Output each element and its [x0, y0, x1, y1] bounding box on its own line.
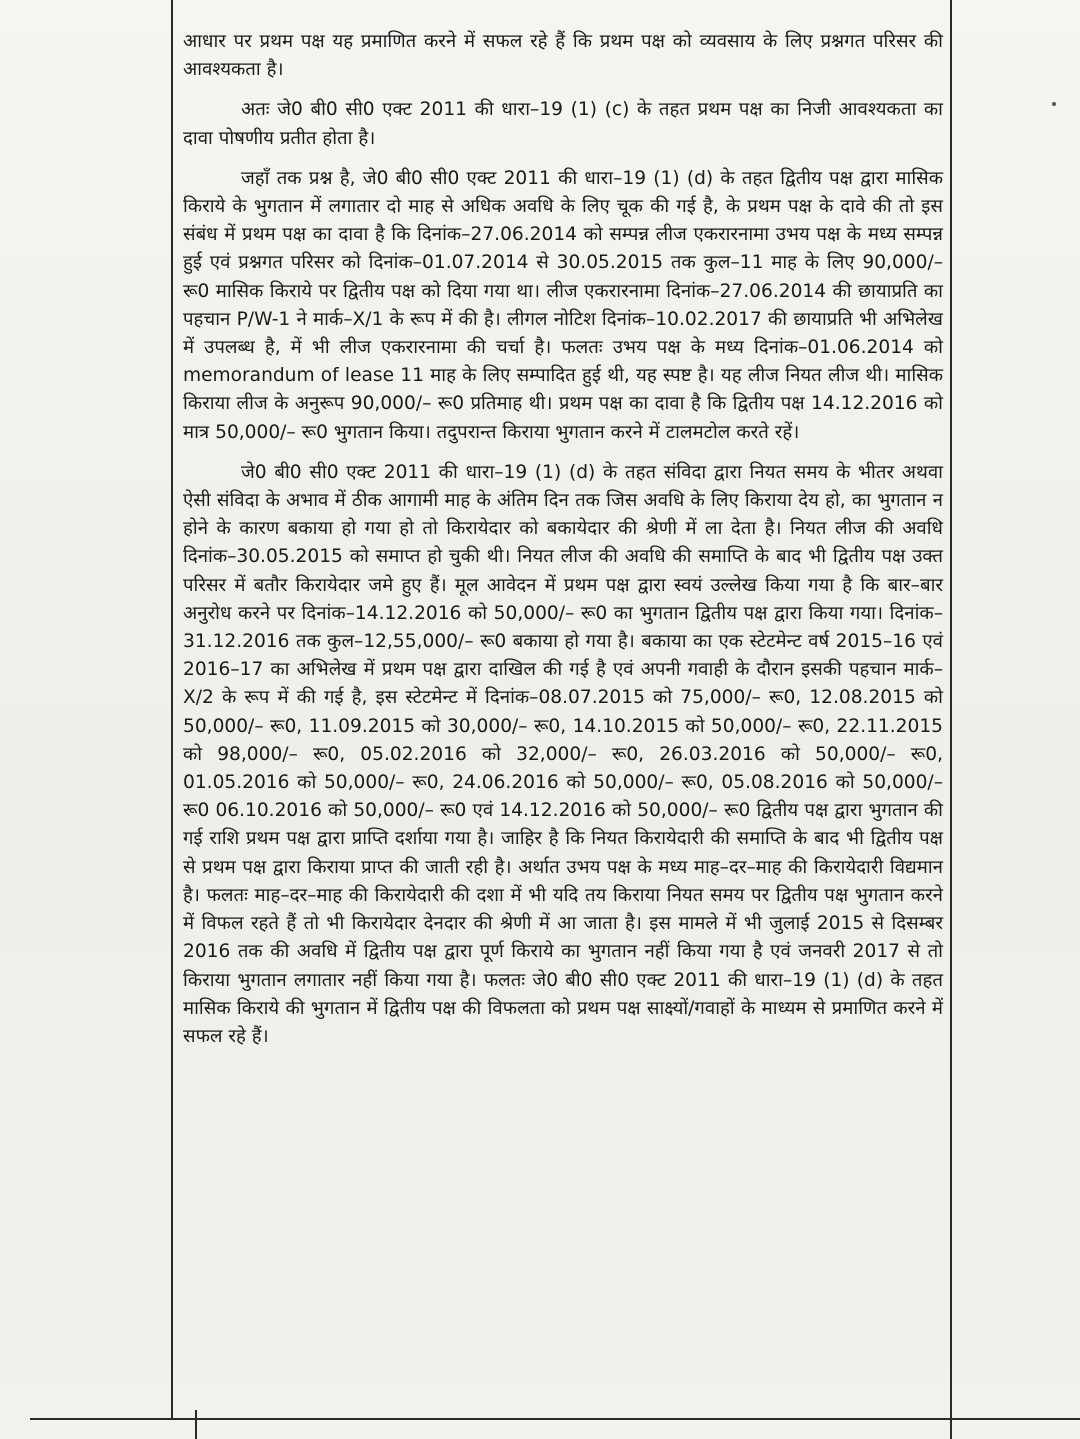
right-margin-rule [950, 0, 952, 1439]
paragraph-lease-default-claim: जहाँ तक प्रश्न है, जे0 बी0 सी0 एक्ट 2011 की धारा–19 (1) (d) के तहत द्वितीय पक्ष द्वारा मासिक किराये के भुगतान में लगातार दो माह से अधिक अवधि के लिए चूक की गई है, के प्रथम पक्ष के दावे की तो इस संबंध में प्रथम पक्ष का दावा है कि दिनांक–27.06.2014 को सम्पन्न लीज एकरारनामा उभय पक्ष के मध्य सम्पन्न हुई एवं प्रश्नगत परिसर को दिनांक–01.07.2014 से 30.05.2015 तक कुल–11 माह के लिए 90,000/– रू0 मासिक किराये पर द्वितीय पक्ष को दिया गया था। लीज एकरारनामा दिनांक–27.06.2014 की छायाप्रति का पहचान P/W-1 ने मार्क–X/1 के रूप में की है। लीगल नोटिश दिनांक–10.02.2017 की छायाप्रति भी अभिलेख में उपलब्ध है, में भी लीज एकरारनामा की चर्चा है। फलतः उभय पक्ष के मध्य दिनांक–01.06.2014 को memorandum of lease 11 माह के लिए सम्पादित हुई थी, यह स्पष्ट है। यह लीज नियत लीज थी। मासिक किराया लीज के अनुरूप 90,000/– रू0 प्रतिमाह थी। प्रथम पक्ष का दावा है कि द्वितीय पक्ष 14.12.2016 को मात्र 50,000/– रू0 भुगतान किया। तदुपरान्त किराया भुगतान करने में टालमटोल करते रहें। [183, 167, 944, 443]
paragraph-rent-arrears-finding: जे0 बी0 सी0 एक्ट 2011 की धारा–19 (1) (d) के तहत संविदा द्वारा नियत समय के भीतर अथवा ऐसी संविदा के अभाव में ठीक आगामी माह के अंतिम दिन तक जिस अवधि के लिए किराया देय हो, का भुगतान न होने के कारण बकाया हो गया हो तो किरायेदार को बकायेदार की श्रेणी में ला देता है। नियत लीज की अवधि दिनांक–30.05.2015 को समाप्त हो चुकी थी। नियत लीज की अवधि की समाप्ति के बाद भी द्वितीय पक्ष उक्त परिसर में बतौर किरायेदार जमे हुए हैं। मूल आवेदन में प्रथम पक्ष द्वारा स्वयं उल्लेख किया गया है कि बार–बार अनुरोध करने पर दिनांक–14.12.2016 को 50,000/– रू0 का भुगतान द्वितीय पक्ष द्वारा किया गया। दिनांक–31.12.2016 तक कुल–12,55,000/– रू0 बकाया हो गया है। बकाया का एक स्टेटमेन्ट वर्ष 2015–16 एवं 2016–17 का अभिलेख में प्रथम पक्ष द्वारा दाखिल की गई है एवं अपनी गवाही के दौरान इसकी पहचान मार्क–X/2 के रूप में की गई है, इस स्टेटमेन्ट में दिनांक–08.07.2015 को 75,000/– रू0, 12.08.2015 को 50,000/– रू0, 11.09.2015 को 30,000/– रू0, 14.10.2015 को 50,000/– रू0, 22.11.2015 को 98,000/– रू0, 05.02.2016 को 32,000/– रू0, 26.03.2016 को 50,000/– रू0, 01.05.2016 को 50,000/– रू0, 24.06.2016 को 50,000/– रू0, 05.08.2016 को 50,000/– रू0 06.10.2016 को 50,000/– रू0 एवं 14.12.2016 को 50,000/– रू0 द्वितीय पक्ष द्वारा भुगतान की गई राशि प्रथम पक्ष द्वारा प्राप्ति दर्शाया गया है। जाहिर है कि नियत किरायेदारी की समाप्ति के बाद भी द्वितीय पक्ष से प्रथम पक्ष द्वारा किराया प्राप्त की जाती रही है। अर्थात उभय पक्ष के मध्य माह–दर–माह की किरायेदारी विद्यमान है। फलतः माह–दर–माह की किरायेदारी की दशा में भी यदि तय किराया नियत समय पर द्वितीय पक्ष भुगतान करने में विफल रहते हैं तो भी किरायेदार देनदार की श्रेणी में आ जाता है। इस मामले में भी जुलाई 2015 से दिसम्बर 2016 तक की अवधि में द्वितीय पक्ष द्वारा पूर्ण किराये का भुगतान नहीं किया गया है एवं जनवरी 2017 से तो किराया भुगतान लगातार नहीं किया गया है। फलतः जे0 बी0 सी0 एक्ट 2011 की धारा–19 (1) (d) के तहत मासिक किराये की भुगतान में द्वितीय पक्ष की विफलता को प्रथम पक्ष साक्ष्यों/गवाहों के माध्यम से प्रमाणित करने में सफल रहे हैं। [183, 461, 943, 1047]
left-inner-rule [195, 1410, 197, 1439]
document-body [183, 28, 943, 1051]
ink-speck [1052, 102, 1056, 106]
bottom-rule [30, 1418, 1080, 1420]
left-margin-rule [171, 0, 173, 1420]
paragraph-private-need-claim: अतः जे0 बी0 सी0 एक्ट 2011 की धारा–19 (1) (c) के तहत प्रथम पक्ष का निजी आवश्यकता का दावा पोषणीय प्रतीत होता है। [183, 99, 943, 149]
paragraph-continuation: आधार पर प्रथम पक्ष यह प्रमाणित करने में सफल रहे हैं कि प्रथम पक्ष को व्यवसाय के लिए प्रश्नगत परिसर की आवश्यकता है। [183, 31, 943, 81]
